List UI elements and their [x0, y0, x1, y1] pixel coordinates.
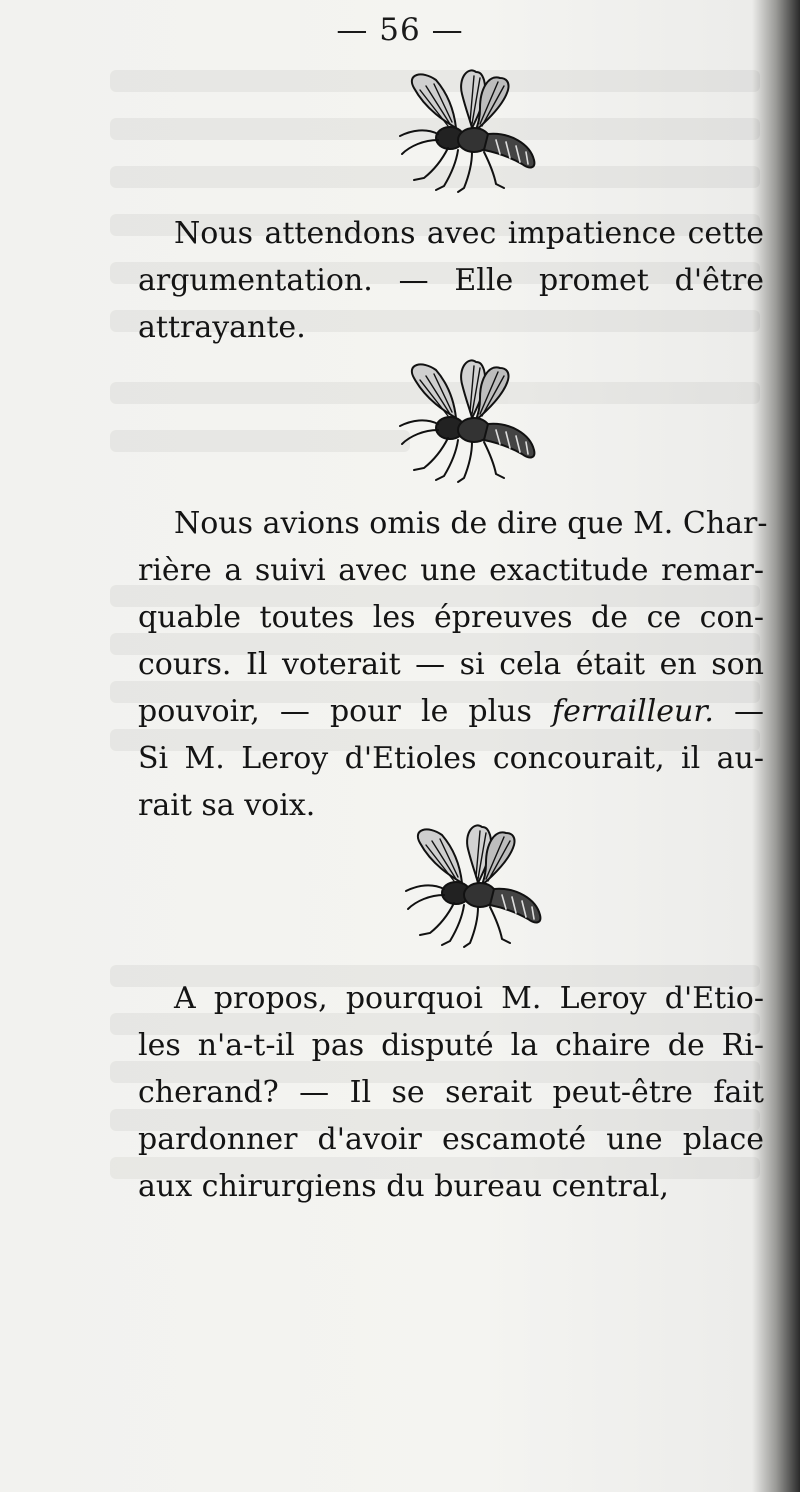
wasp-icon: [384, 350, 544, 490]
text-segment: pouvoir, — pour le plus: [138, 694, 553, 729]
text-line: rière a suivi avec une exactitude remar-: [138, 553, 764, 588]
italic-word: ferrailleur.: [552, 694, 714, 729]
text-line: Nous attendons avec impatience cette: [174, 216, 764, 251]
text-line: les n'a-t-il pas disputé la chaire de Ri-: [138, 1028, 764, 1063]
text-line: pardonner d'avoir escamoté une place: [138, 1122, 764, 1157]
text-line: argumentation. — Elle promet d'être: [138, 263, 764, 298]
text-line: Si M. Leroy d'Etioles concourait, il au-: [138, 741, 764, 776]
paragraph-2: [138, 500, 768, 829]
text-line: Nous avions omis de dire que M. Char-: [174, 506, 768, 541]
text-line: cherand? — Il se serait peut-être fait: [138, 1075, 764, 1110]
text-line: A propos, pourquoi M. Leroy d'Etio-: [174, 981, 764, 1016]
text-line-with-italic: [138, 688, 764, 735]
text-line: cours. Il voterait — si cela était en son: [138, 647, 764, 682]
page-number: — 56 —: [336, 12, 464, 48]
text-segment: —: [713, 694, 764, 729]
paragraph-1: [138, 210, 764, 351]
wasp-icon: [390, 815, 550, 955]
wasp-icon: [384, 60, 544, 200]
paragraph-3: [138, 975, 764, 1210]
text-line: quable toutes les épreuves de ce con-: [138, 600, 764, 635]
text-line: aux chirurgiens du bureau central,: [138, 1169, 669, 1204]
text-line: attrayante.: [138, 310, 306, 345]
text-line: rait sa voix.: [138, 788, 316, 823]
